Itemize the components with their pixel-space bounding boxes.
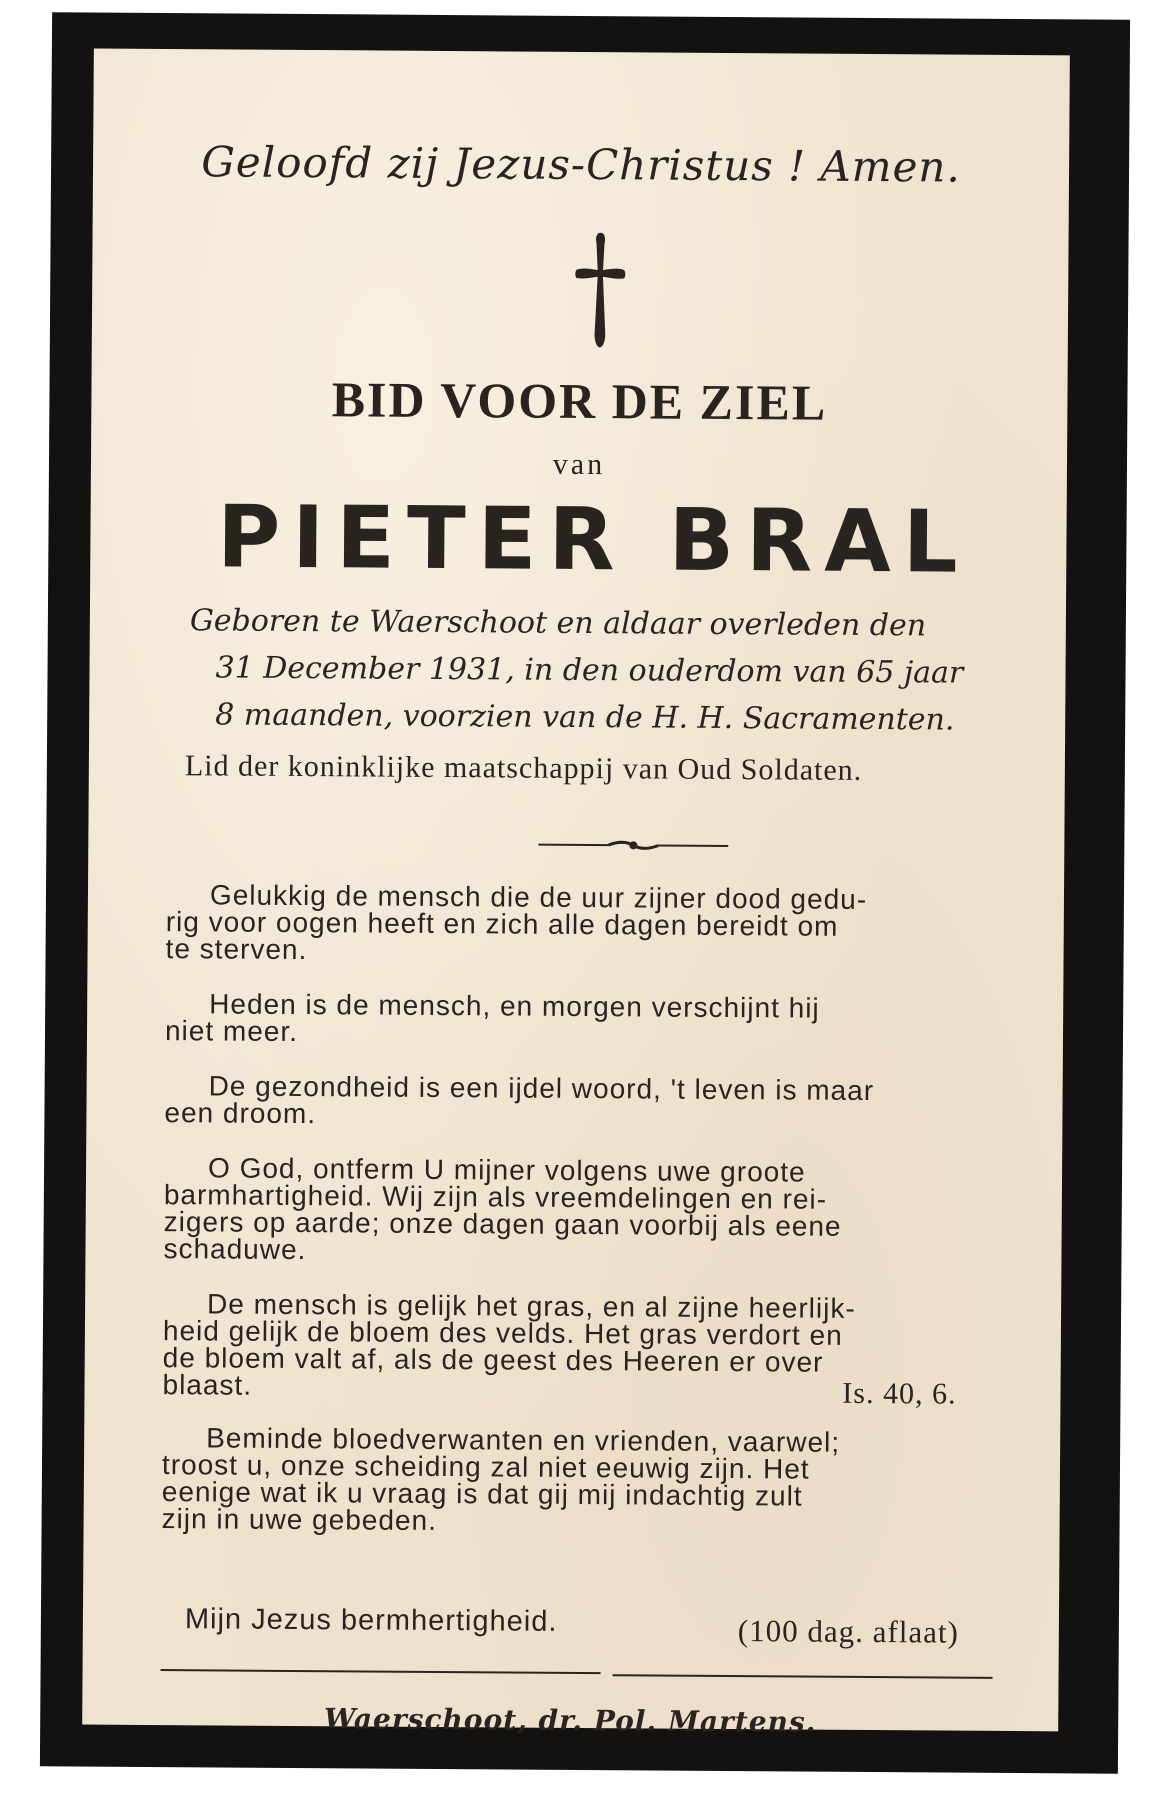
prayer-paragraph xyxy=(166,881,1007,968)
prayer-paragraph xyxy=(165,990,1005,1050)
cross-icon xyxy=(570,230,631,350)
text-line: barmhartigheid. Wij zijn als vreemdelingen en rei- xyxy=(163,1179,828,1215)
prayer-paragraph xyxy=(163,1154,1004,1268)
text-line: Beminde bloedverwanten en vrienden, vaarwel; xyxy=(206,1422,841,1458)
prayer-text xyxy=(161,881,1006,1566)
text-line: Heden is de mensch, en morgen verschijnt hij xyxy=(209,988,820,1024)
birth-line: 8 maanden, voorzien van de H. H. Sacramenten. xyxy=(215,697,955,738)
card-paper xyxy=(82,49,1070,1739)
text-line-with-reference xyxy=(162,1369,1002,1411)
prayer-paragraph xyxy=(162,1288,1003,1411)
text-line: zigers op aarde; onze dagen gaan voorbij als eene xyxy=(163,1206,842,1242)
memorial-card xyxy=(40,12,1130,1773)
text-line: zijn in uwe gebeden. xyxy=(161,1503,438,1536)
closing-row xyxy=(184,1603,1019,1650)
closing-prayer: Mijn Jezus bermhertigheid. xyxy=(184,1603,558,1638)
text-line: de bloem valt af, als de geest des Heeren er over xyxy=(162,1342,824,1378)
prayer-paragraph xyxy=(162,1424,1003,1538)
text-line: niet meer. xyxy=(164,1015,299,1047)
indulgence-note: (100 dag. aflaat) xyxy=(737,1613,959,1650)
birth-death-info xyxy=(189,597,1026,744)
deceased-name: PIETER BRAL xyxy=(216,487,971,593)
footer-rule-right xyxy=(613,1674,993,1679)
footer-rule-left xyxy=(161,1669,601,1674)
text-line: eenige wat ik u vraag is dat gij mij indachtig zult xyxy=(161,1476,803,1512)
birth-line: Geboren te Waerschoot en aldaar overleden den xyxy=(189,603,927,644)
prayer-paragraph xyxy=(164,1072,1004,1132)
text-line: troost u, onze scheiding zal niet eeuwig zijn. Het xyxy=(161,1449,810,1485)
text-line: rig voor oogen heeft en zich alle dagen bereidt om xyxy=(165,906,839,942)
membership-line: Lid der koninklijke maatschappij van Oud Soldaten. xyxy=(184,749,863,787)
scripture-reference: Is. 40, 6. xyxy=(842,1376,957,1411)
birth-line: 31 December 1931, in den ouderdom van 65 jaar xyxy=(215,650,964,691)
text-line: schaduwe. xyxy=(163,1233,307,1266)
text-line: De mensch is gelijk het gras, en al zijne heerlijk- xyxy=(207,1288,856,1324)
text-line: Gelukkig de mensch die de uur zijner dood gedu- xyxy=(209,879,868,915)
text-line: De gezondheid is een ijdel woord, 't leven is maar xyxy=(208,1070,875,1107)
header-invocation: Geloofd zij Jezus-Christus ! Amen. xyxy=(201,137,961,192)
prayer-title: BID VOOR DE ZIEL xyxy=(331,371,828,431)
text-line: te sterven. xyxy=(165,933,308,966)
text-line: O God, ontferm U mijner volgens uwe groote xyxy=(207,1152,806,1188)
text-line: blaast. xyxy=(162,1369,253,1401)
text-line: een droom. xyxy=(164,1097,317,1130)
divider-ornament xyxy=(538,838,728,853)
text-line: heid gelijk de bloem des velds. Het gras verdort en xyxy=(162,1315,843,1351)
van-label: van xyxy=(552,447,606,482)
printer-credit: Waerschoot, dr. Pol. Martens. xyxy=(323,1702,817,1739)
